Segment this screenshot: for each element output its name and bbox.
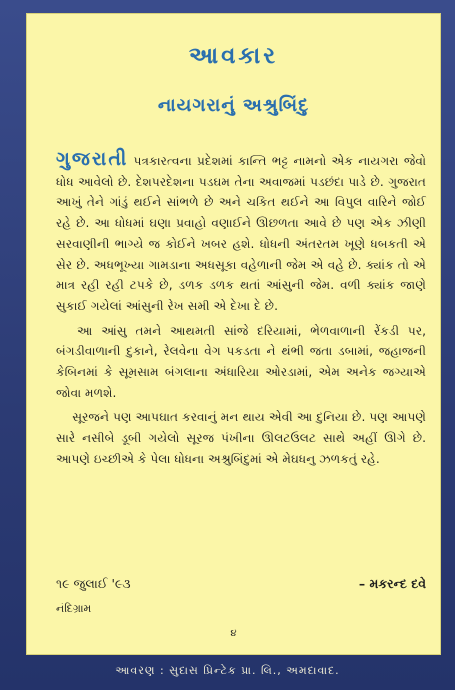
- body-text: [56, 149, 426, 474]
- paragraph-3-text: સૂરજને પણ આપઘાત કરવાનું મન થાય એવી આ દુનિયા છે. પણ આપણે સારે નસીબે ડૂબી ગયેલો સૂરજ પંખીના ઊલટઉલટ સાથે અહીં ઊગે છે. આપણે ઇચ્છીએ કે પેલા ધોધના અશ્રુબિંદુમાં એ મેઘધનુ ઝળકતું રહે.: [56, 410, 427, 466]
- paragraph-1-text: પત્રકારત્વના પ્રદેશમાં કાન્તિ ભટ્ટ નામનો એક નાયગરા જેવો ધોધ આવેલો છે. દેશપરદેશના પડઘમ તેના અવાજમાં પડછંદા પાડે છે. ગુજરાત આખું તેને ગાંડું થઈને સાંભળે છે અને ચકિત થઈને આ વિપુલ વારિને જોઈ રહે છે. આ ધોધમાં ઘણા પ્રવાહો વણાઈને ઊછળતા આવે છે પણ એક ઝીણી સરવાણીની ભાગ્યે જ કોઈને ખબર હશે. ધોધની અંતરતમ ખૂણે ધબકતી એ સેર છે. અધભૂખ્યા ગામડાના અધસૂકા વહેળાની જેમ એ વહે છે. ક્યાંક તો એ માત્ર રહી રહી ટપકે છે, ડળક ડળક થતાં આંસુની જેમ. વળી ક્યાંક જાણે સુકાઈ ગયેલાં આંસુની રેખ સમી એ દેખા દે છે.: [56, 154, 426, 313]
- cover-credit: આવરણ : સુદાસ પ્રિન્ટેક પ્રા. લિ., અમદાવાદ.: [115, 664, 340, 677]
- paragraph-2: [56, 321, 426, 404]
- paragraph-1: [56, 149, 426, 317]
- page-subtitle: નાયગરાનું અશ્રુબિંદુ: [157, 95, 310, 116]
- paragraph-3: [56, 407, 426, 469]
- paragraph-2-text: આ આંસુ તમને આથમતી સાંજે દરિયામાં, ભેળવાળાની રેંકડી પર, બંગડીવાળાની દુકાને, રેલવેના વેગ પકડતા ને થંભી જતા ડબામાં, જહાજની કેબિનમાં કે સૂમસામ બંગલાના અંધારિયા ઓરડામાં, એમ અનેક જગ્યાએ જોવા મળશે.: [56, 323, 426, 400]
- signature-author: – મકરન્દ દવે: [358, 576, 426, 591]
- signature-row: [56, 576, 426, 596]
- signature-date: ૧૯ જુલાઈ '૯૩: [56, 576, 131, 591]
- lead-word: ગુજરાતી: [56, 148, 129, 170]
- signature-place: નંદિગ્રામ: [56, 602, 92, 615]
- book-page: [26, 13, 441, 655]
- page-number: ૪: [230, 628, 237, 639]
- page-title: આવકાર: [188, 43, 279, 69]
